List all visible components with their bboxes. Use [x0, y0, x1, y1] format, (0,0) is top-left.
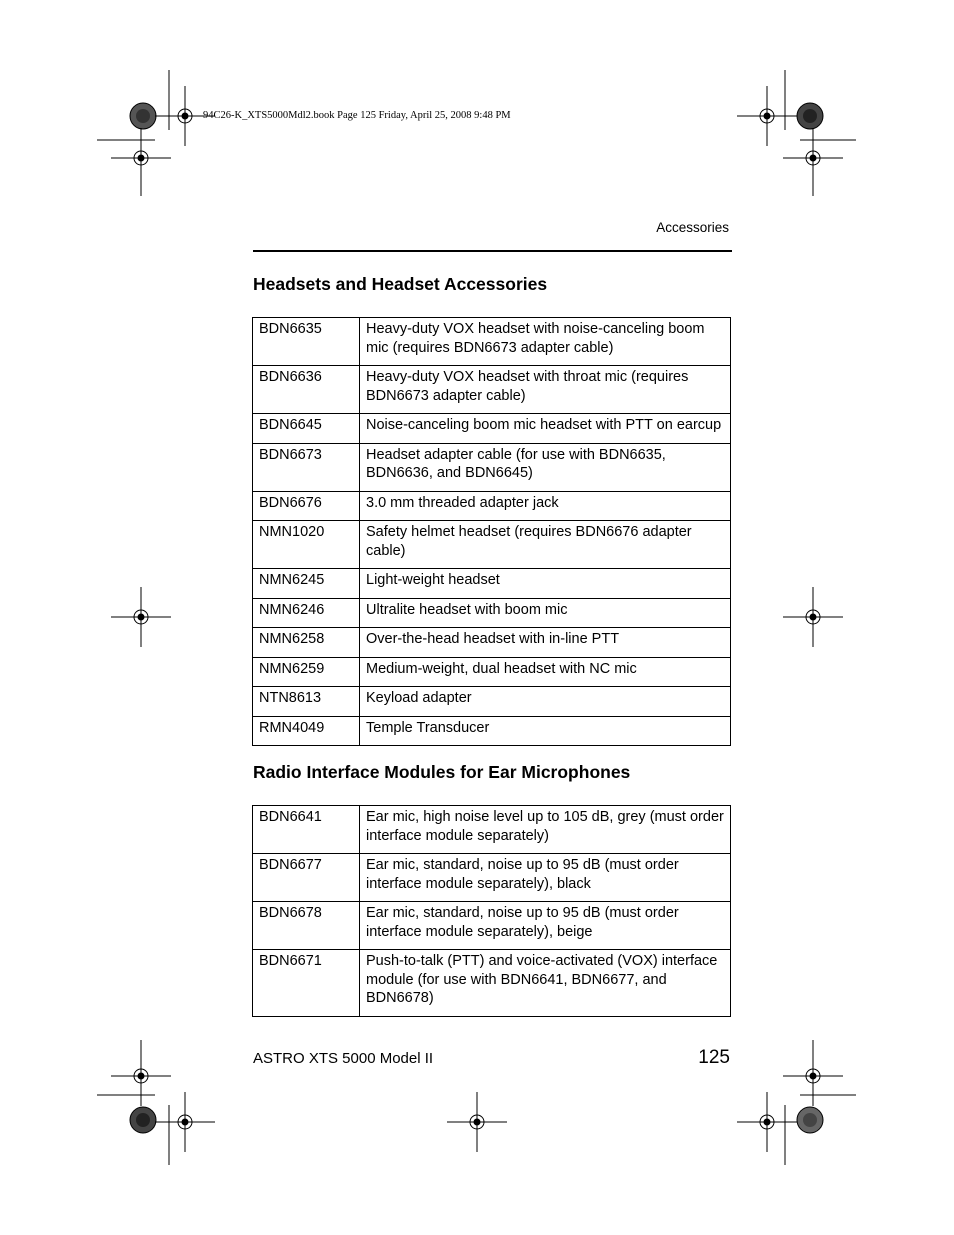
- description-cell: Headset adapter cable (for use with BDN6635, BDN6636, and BDN6645): [360, 443, 731, 491]
- part-number-cell: NMN6245: [253, 569, 360, 599]
- crosshair-target-icon: [447, 1092, 507, 1152]
- table-row: [253, 902, 731, 950]
- table-row: [253, 569, 731, 599]
- table-row: [253, 414, 731, 444]
- description-cell: Medium-weight, dual headset with NC mic: [360, 657, 731, 687]
- part-number-cell: BDN6641: [253, 806, 360, 854]
- table-row: [253, 854, 731, 902]
- part-number-cell: RMN4049: [253, 716, 360, 746]
- table-row: [253, 716, 731, 746]
- registration-rosette-icon: [797, 103, 823, 129]
- table-row: [253, 806, 731, 854]
- table-row: [253, 950, 731, 1017]
- description-cell: Temple Transducer: [360, 716, 731, 746]
- table-row: [253, 491, 731, 521]
- table-row: [253, 318, 731, 366]
- table-row: [253, 628, 731, 658]
- part-number-cell: NTN8613: [253, 687, 360, 717]
- part-number-cell: BDN6645: [253, 414, 360, 444]
- part-number-cell: BDN6636: [253, 366, 360, 414]
- table-row: [253, 366, 731, 414]
- section-title-interface-modules: Radio Interface Modules for Ear Microphones: [253, 762, 631, 782]
- print-info: 94C26-K_XTS5000Mdl2.book Page 125 Friday, April 25, 2008 9:48 PM: [203, 110, 511, 121]
- description-cell: Heavy-duty VOX headset with throat mic (requires BDN6673 adapter cable): [360, 366, 731, 414]
- accessories-table-interface-modules: [252, 805, 731, 1017]
- running-head: Accessories: [656, 220, 729, 235]
- crosshair-target-icon: [783, 1046, 843, 1106]
- table-row: [253, 657, 731, 687]
- part-number-cell: NMN6258: [253, 628, 360, 658]
- crosshair-target-icon: [783, 128, 843, 188]
- table-row: [253, 598, 731, 628]
- description-cell: Heavy-duty VOX headset with noise-canceling boom mic (requires BDN6673 adapter cable): [360, 318, 731, 366]
- crosshair-target-icon: [111, 1046, 171, 1106]
- crosshair-target-icon: [737, 86, 797, 146]
- header-rule: [253, 250, 732, 252]
- footer-model-name: ASTRO XTS 5000 Model II: [253, 1050, 434, 1067]
- crosshair-target-icon: [111, 128, 171, 188]
- part-number-cell: BDN6671: [253, 950, 360, 1017]
- part-number-cell: BDN6676: [253, 491, 360, 521]
- part-number-cell: NMN1020: [253, 521, 360, 569]
- accessories-table-headsets: [252, 317, 731, 746]
- registration-rosette-icon: [130, 103, 156, 129]
- part-number-cell: NMN6246: [253, 598, 360, 628]
- section-title-headsets: Headsets and Headset Accessories: [253, 274, 548, 294]
- description-cell: Safety helmet headset (requires BDN6676 adapter cable): [360, 521, 731, 569]
- description-cell: Light-weight headset: [360, 569, 731, 599]
- crosshair-target-icon: [111, 587, 171, 647]
- crosshair-target-icon: [155, 1092, 215, 1152]
- table-row: [253, 443, 731, 491]
- description-cell: Ear mic, high noise level up to 105 dB, grey (must order interface module separately): [360, 806, 731, 854]
- part-number-cell: BDN6678: [253, 902, 360, 950]
- description-cell: Ear mic, standard, noise up to 95 dB (must order interface module separately), black: [360, 854, 731, 902]
- part-number-cell: BDN6677: [253, 854, 360, 902]
- crosshair-target-icon: [783, 587, 843, 647]
- description-cell: Over-the-head headset with in-line PTT: [360, 628, 731, 658]
- registration-rosette-icon: [130, 1107, 156, 1133]
- page-number: 125: [698, 1047, 730, 1068]
- part-number-cell: BDN6635: [253, 318, 360, 366]
- crosshair-target-icon: [737, 1092, 797, 1152]
- description-cell: Ultralite headset with boom mic: [360, 598, 731, 628]
- table-row: [253, 521, 731, 569]
- part-number-cell: NMN6259: [253, 657, 360, 687]
- description-cell: Keyload adapter: [360, 687, 731, 717]
- description-cell: 3.0 mm threaded adapter jack: [360, 491, 731, 521]
- registration-rosette-icon: [797, 1107, 823, 1133]
- description-cell: Push-to-talk (PTT) and voice-activated (VOX) interface module (for use with BDN6641, BDN6677, and BDN6678): [360, 950, 731, 1017]
- table-row: [253, 687, 731, 717]
- part-number-cell: BDN6673: [253, 443, 360, 491]
- description-cell: Noise-canceling boom mic headset with PTT on earcup: [360, 414, 731, 444]
- description-cell: Ear mic, standard, noise up to 95 dB (must order interface module separately), beige: [360, 902, 731, 950]
